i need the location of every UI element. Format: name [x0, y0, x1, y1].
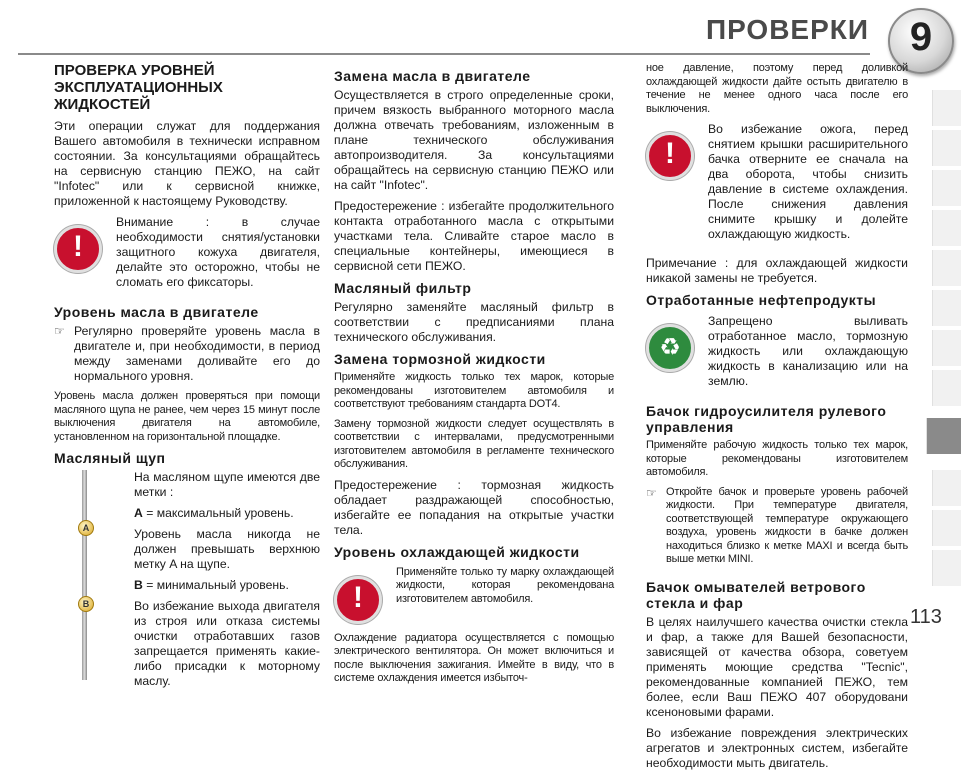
coolant-note: Охлаждение радиатора осуществляется с помощью электрического вентилятора. Он может включиться и после выключения зажигания. Имейте в виду, что в системе охлаждения имеется избыточ- [334, 631, 614, 684]
oil-change-heading: Замена масла в двигателе [334, 68, 531, 84]
burn-warning-block [646, 122, 908, 248]
mark-a-letter: A [134, 506, 143, 520]
mark-a-badge: A [78, 520, 94, 536]
dipstick-rod [82, 470, 87, 680]
filter-heading: Масляный фильтр [334, 280, 472, 296]
dipstick-illustration [54, 470, 122, 680]
coolant-continuation: ное давление, поэтому перед доливкой охлаждающей жидкости дайте остыть двигателю в течение не менее одного часа после его выключения. [646, 62, 908, 115]
washer-text-1: В целях наилучшего качества очистки стекла и фар, а также для Вашей безопасности, зависящей от качества обзора, советуем применять моющие средства "Tecnic", рекомендованные компанией ПЕЖО, тем более, если Ваш ПЕЖО 407 оборудовани ксеноновыми фарами. [646, 614, 908, 719]
brake-text-1: Применяйте жидкость только тех марок, которые рекомендованы изготовителем автомобиля и соответствуют требованиям стандарта DOT4. [334, 371, 614, 410]
chapter-tab-active[interactable] [926, 418, 961, 454]
warning-block [54, 215, 320, 296]
mark-b-desc: = минимальный уровень. [146, 578, 289, 592]
steering-heading: Бачок гидроусилителя рулевого управления [646, 403, 887, 435]
brake-warning: Предостережение : тормозная жидкость обладает раздражающей способностью, избегайте ее попадания на открытые участки тела. [334, 477, 614, 537]
oil-level-note: Уровень масла должен проверяться при помощи масляного щупа не ранее, чем через 15 минут после выключения двигателя на автомобиле, установленном на горизонтальной площадке. [54, 390, 320, 443]
bullet-arrow-icon: ☞ [54, 324, 65, 338]
coolant-text: Применяйте только ту марку охлаждающей жидкости, которая рекомендована изготовителем автомобиля. [396, 565, 614, 605]
steering-text: Применяйте рабочую жидкость только тех марок, которые рекомендованы изготовителем автомобиля. [646, 439, 908, 478]
section-title: ПРОВЕРКА УРОВНЕЙ ЭКСПЛУАТАЦИОННЫХ ЖИДКОСТЕЙ [54, 62, 223, 113]
dipstick-heading: Масляный щуп [54, 450, 166, 466]
page-number: 113 [910, 606, 942, 628]
brake-text-2: Замену тормозной жидкости следует осуществлять в соответствии с интервалами, предусмотренными изготовителем автомобиля в регламенте технического обслуживания. [334, 417, 614, 470]
chapter-tab[interactable] [932, 170, 961, 206]
warning-icon: ! [54, 225, 102, 273]
coolant-block [334, 566, 614, 624]
dipstick-block [54, 470, 320, 695]
recycle-icon: ♻ [646, 324, 694, 372]
column-middle [334, 62, 614, 692]
coolant-remark: Примечание : для охлаждающей жидкости никакой замены не требуется. [646, 256, 908, 285]
washer-heading: Бачок омывателей ветрового стекла и фар [646, 578, 866, 611]
intro-text: Эти операции служат для поддержания Вашего автомобиля в технически исправном состоянии. За консультациями обращайтесь на сервисную станцию ПЕЖО, на сайт "Infotec" или к сервисной книжке, приложенной к настоящему Руководству. [54, 119, 320, 208]
mark-b-text [134, 578, 320, 593]
mark-a-desc: = максимальный уровень. [146, 506, 294, 520]
chapter-tab[interactable] [932, 130, 961, 166]
bullet-arrow-icon: ☞ [646, 485, 657, 500]
chapter-tab[interactable] [932, 90, 961, 126]
coolant-heading: Уровень охлаждающей жидкости [334, 543, 580, 560]
warning-icon: ! [334, 576, 382, 624]
chapter-tab[interactable] [932, 330, 961, 366]
oil-change-text: Осуществляется в строго определенные сроки, причем вязкость выбранного моторного масла должна отвечать требованиям, изложенным в плане технического обслуживания автопроизводителя. За консультациями обращайтесь на сервисную станцию ПЕЖО или на сайт "Infotec". [334, 88, 614, 192]
column-right [646, 62, 908, 777]
waste-block [646, 314, 908, 395]
header-divider [18, 53, 870, 55]
waste-heading: Отработанные нефтепродукты [646, 292, 877, 308]
chapter-tab[interactable] [932, 290, 961, 326]
chapter-tab[interactable] [932, 470, 961, 506]
dipstick-end: Во избежание выхода двигателя из строя или отказа системы очистки отработавших газов запрещается применять какие-либо присадки к моторному маслу. [134, 599, 320, 688]
dipstick-intro: На масляном щупе имеются две метки : [134, 470, 320, 499]
page-header-title: ПРОВЕРКИ [706, 14, 869, 45]
chapter-tab[interactable] [932, 210, 961, 246]
steering-bullet: Откройте бачок и проверьте уровень рабочей жидкости. При температуре двигателя, соответствующей температуре окружающего воздуха, уровень жидкости в бачке должен находиться близко к метке MAXI и всегда быть выше метки MINI. [666, 485, 908, 565]
bullet-item [646, 486, 908, 573]
chapter-number: 9 [909, 15, 933, 59]
warning-icon: ! [646, 132, 694, 180]
oil-level-heading: Уровень масла в двигателе [54, 304, 259, 320]
chapter-tab[interactable] [932, 510, 961, 546]
dipstick-warning: Уровень масла никогда не должен превышать верхнюю метку A на щупе. [134, 527, 320, 571]
waste-text: Запрещено выливать отработанное масло, тормозную жидкость или охлаждающую жидкость в канализацию или на землю. [708, 314, 908, 388]
washer-text-2: Во избежание повреждения электрических агрегатов и электронных систем, избегайте необходимости мыть двигатель. [646, 725, 908, 770]
mark-a-text [134, 506, 320, 521]
chapter-tab[interactable] [932, 370, 961, 406]
filter-text: Регулярно заменяйте масляный фильтр в соответствии с предписаниями плана технического обслуживания. [334, 300, 614, 344]
oil-level-bullet: Регулярно проверяйте уровень масла в двигателе и, при необходимости, в период между заменами доливайте его до нормального уровня. [74, 324, 320, 383]
mark-b-badge: B [78, 596, 94, 612]
oil-change-warning: Предостережение : избегайте продолжительного контакта отработанного масла с открытыми участками тела. Сливайте старое масло в специальные контейнеры, имеющиеся в сервисной сети ПЕЖО. [334, 199, 614, 273]
burn-warning-text: Во избежание ожога, перед снятием крышки расширительного бачка отверните ее сначала на два оборота, чтобы снизить давление в системе охлаждения. После снижения давления снимите крышку и долейте охлаждающую жидкость. [708, 122, 908, 241]
warning-text: Внимание : в случае необходимости снятия/установки защитного кожуха двигателя, делайте это осторожно, чтобы не сломать его фиксаторы. [116, 215, 320, 289]
mark-b-letter: B [134, 578, 143, 592]
column-left [54, 62, 320, 695]
chapter-tab[interactable] [932, 550, 961, 586]
chapter-tab[interactable] [932, 250, 961, 286]
brake-heading: Замена тормозной жидкости [334, 351, 546, 367]
bullet-item [54, 324, 320, 390]
